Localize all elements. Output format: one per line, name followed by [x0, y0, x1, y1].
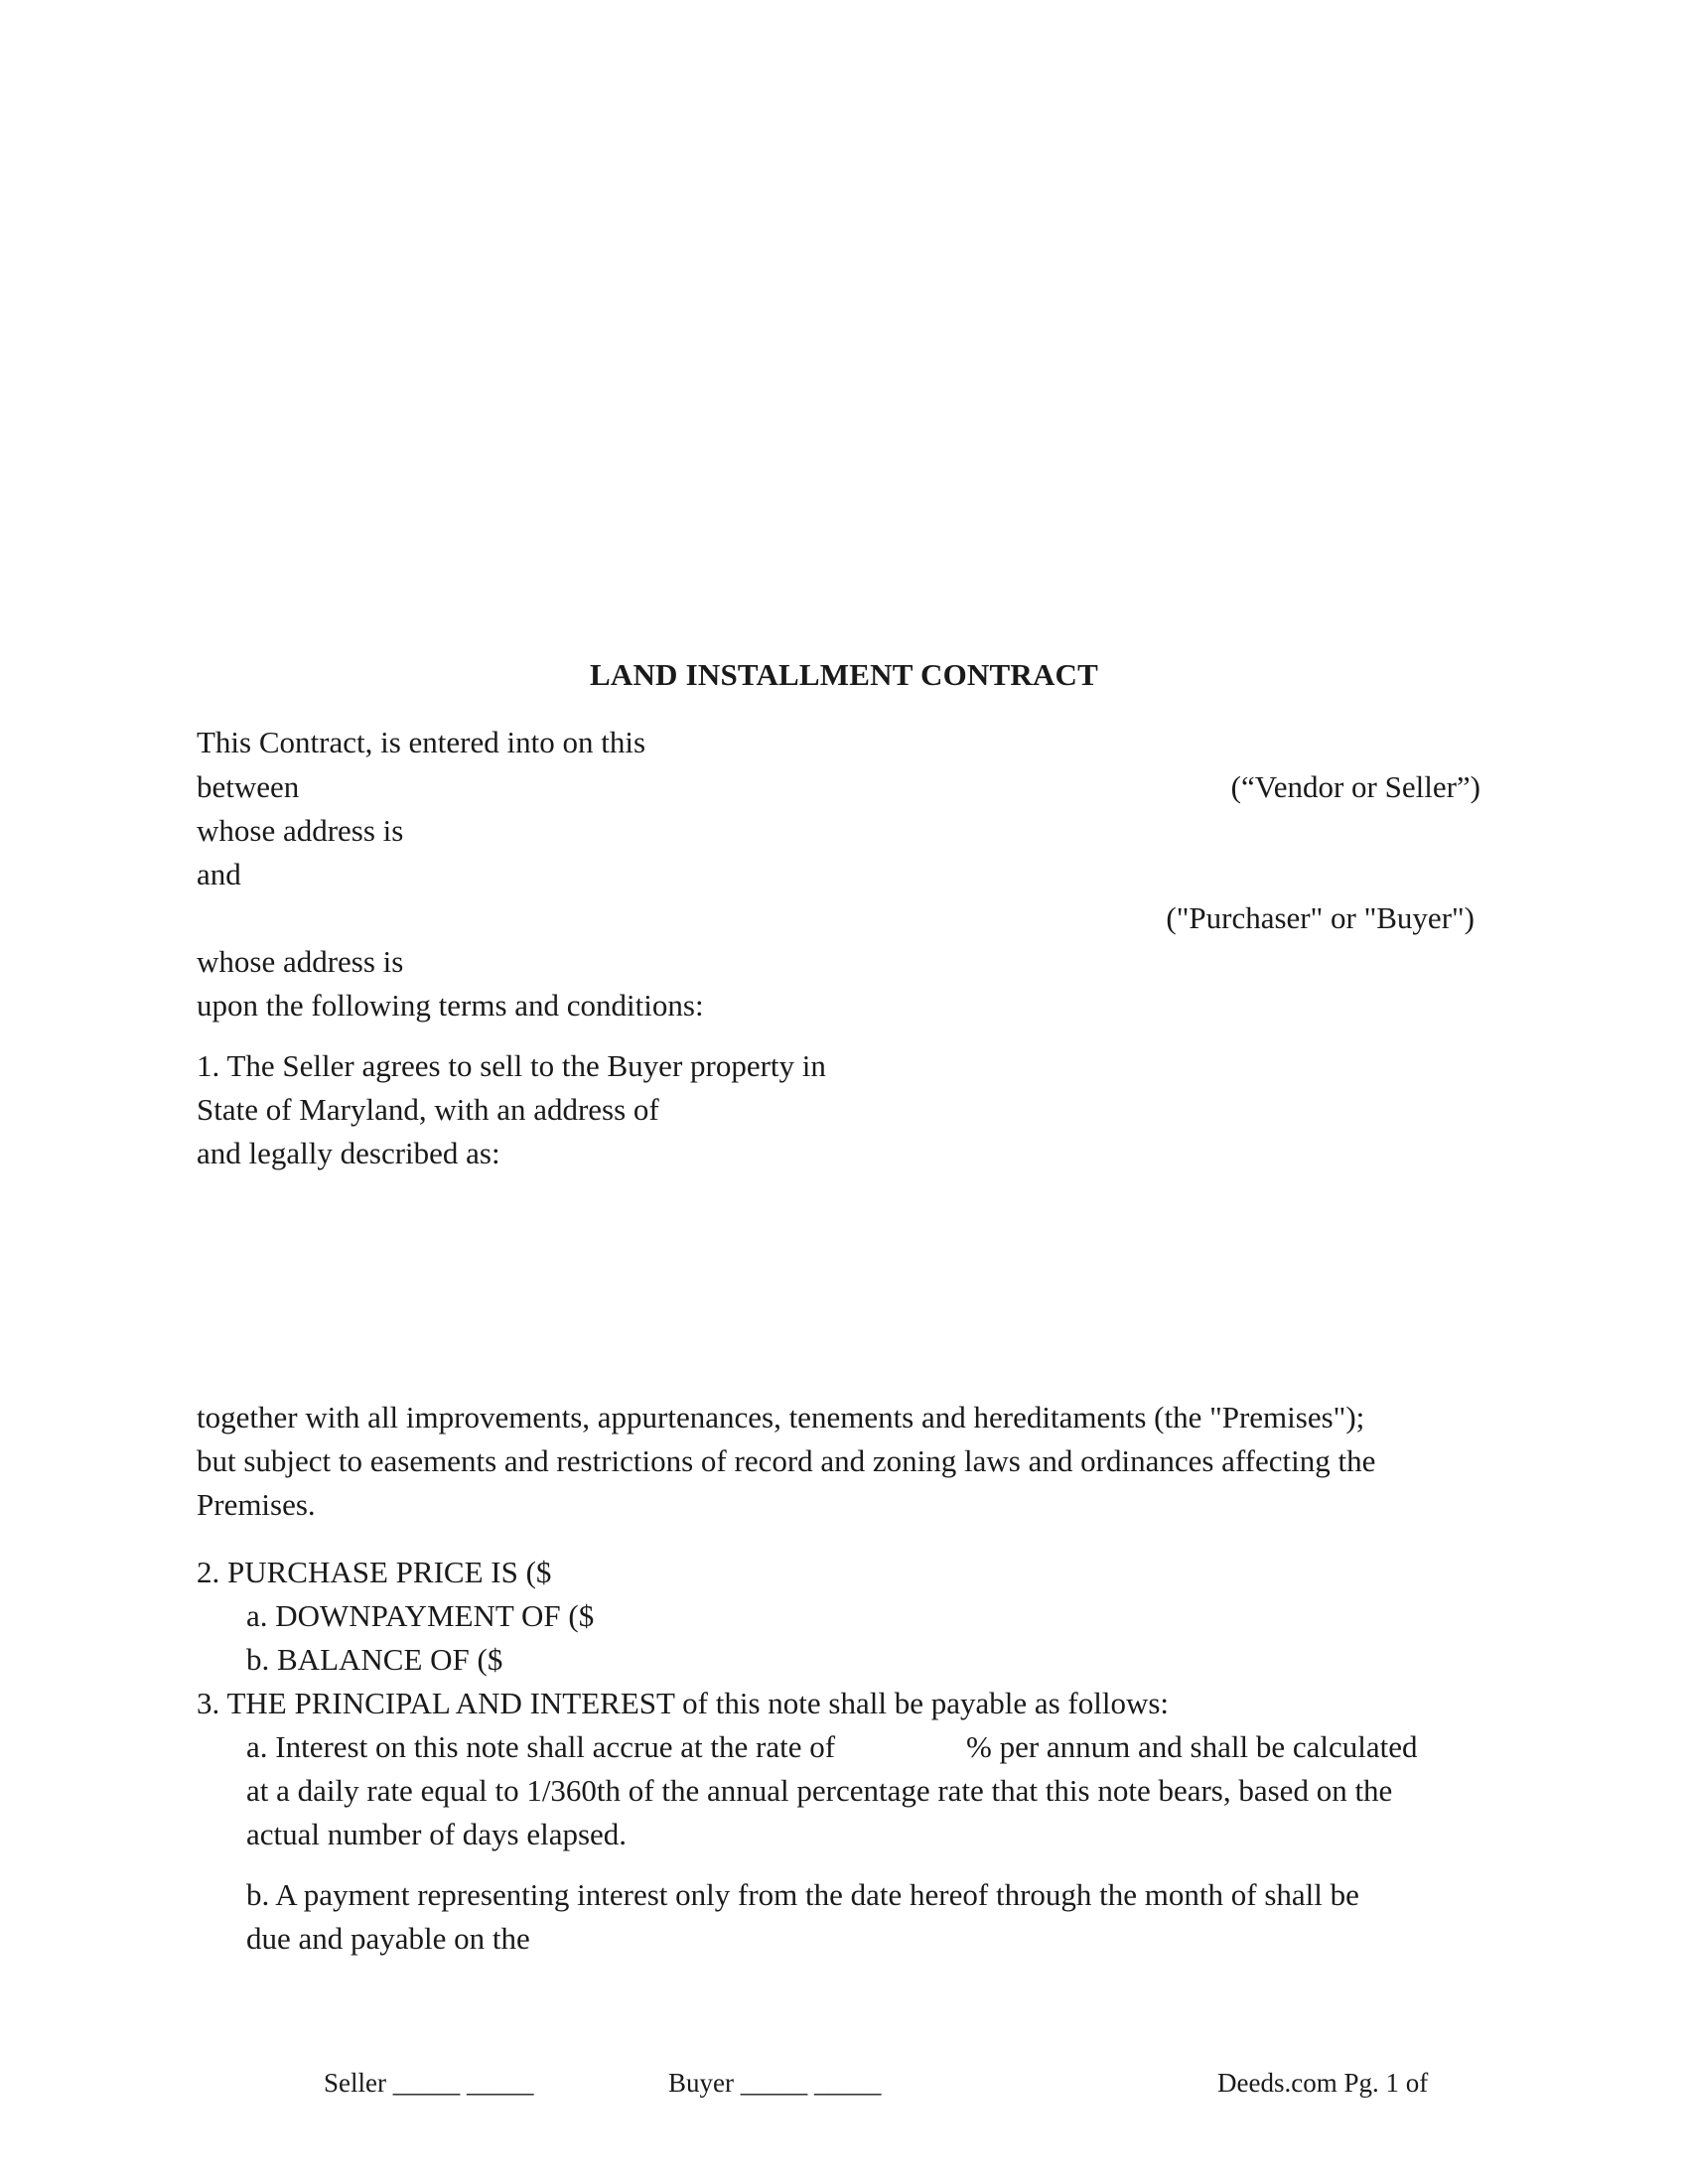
intro-and: and: [197, 857, 241, 891]
section1-para-line-3: Premises.: [197, 1487, 316, 1522]
section3-a-line-1-start: a. Interest on this note shall accrue at the rate of: [246, 1729, 836, 1764]
purchaser-label: ("Purchaser" or "Buyer"): [1166, 900, 1475, 935]
section1-line-3: and legally described as:: [197, 1136, 500, 1170]
document-title: LAND INSTALLMENT CONTRACT: [590, 657, 1098, 692]
intro-terms: upon the following terms and conditions:: [197, 988, 704, 1023]
section2-balance: b. BALANCE OF ($: [246, 1642, 503, 1677]
intro-between: between: [197, 769, 300, 804]
section2-heading: 2. PURCHASE PRICE IS ($: [197, 1555, 552, 1589]
intro-whose-address-2: whose address is: [197, 944, 404, 979]
section2-downpayment: a. DOWNPAYMENT OF ($: [246, 1598, 595, 1633]
section1-para-line-2: but subject to easements and restrictions of record and zoning laws and ordinances affecting the: [197, 1443, 1376, 1478]
section3-heading: 3. THE PRINCIPAL AND INTEREST of this note shall be payable as follows:: [197, 1686, 1170, 1720]
vendor-label: (“Vendor or Seller”): [1230, 769, 1480, 804]
footer-seller-initials: Seller _____ _____: [324, 2068, 534, 2098]
section3-a-line-3: actual number of days elapsed.: [246, 1817, 628, 1851]
intro-line-1: This Contract, is entered into on this: [197, 725, 646, 759]
section1-line-2: State of Maryland, with an address of: [197, 1092, 659, 1127]
section3-a-line-2: at a daily rate equal to 1/360th of the annual percentage rate that this note bears, based on the: [246, 1773, 1393, 1808]
section1-line-1: 1. The Seller agrees to sell to the Buyer property in: [197, 1048, 826, 1083]
footer-page-number: Deeds.com Pg. 1 of: [1217, 2068, 1429, 2098]
footer-buyer-initials: Buyer _____ _____: [668, 2068, 882, 2098]
section3-a-line-1-end: % per annum and shall be calculated: [966, 1729, 1418, 1764]
section3-b-line-2: due and payable on the: [246, 1921, 530, 1956]
section1-para-line-1: together with all improvements, appurtenances, tenements and hereditaments (the "Premises");: [197, 1400, 1365, 1434]
section3-b-line-1: b. A payment representing interest only from the date hereof through the month of shall be: [246, 1877, 1359, 1912]
intro-whose-address-1: whose address is: [197, 813, 404, 848]
